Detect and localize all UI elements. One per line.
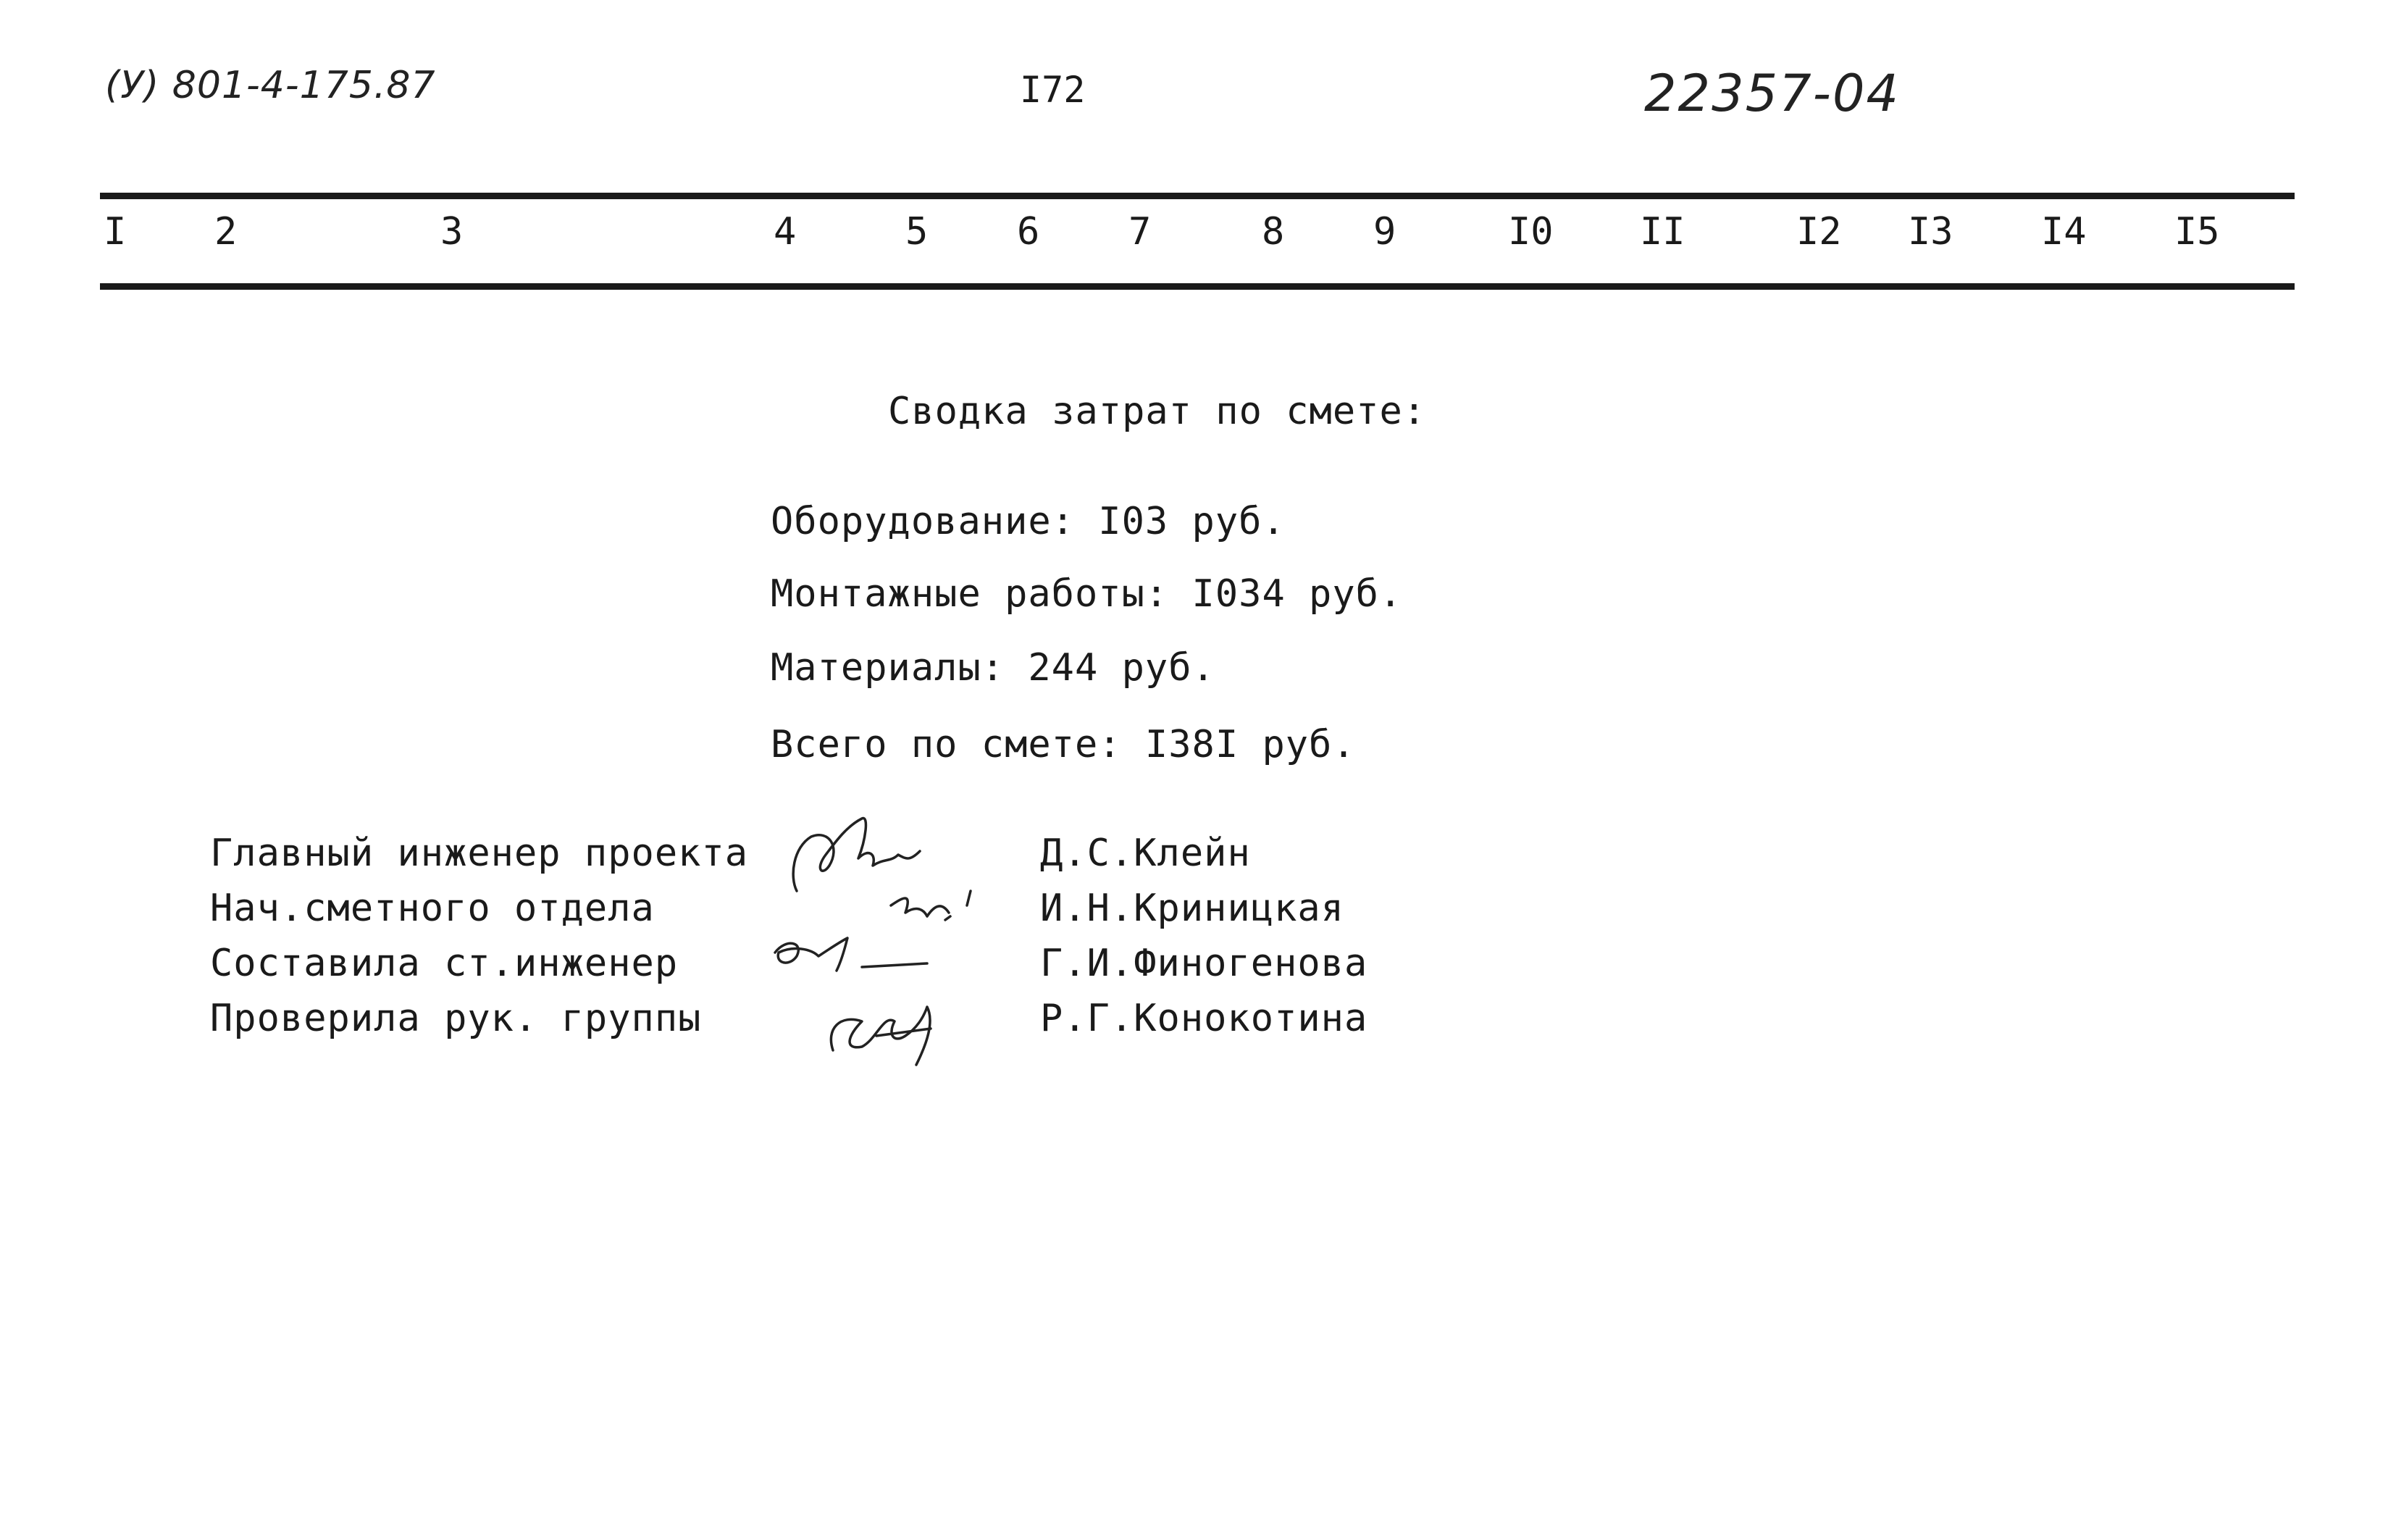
column-number: I0 bbox=[1508, 210, 1554, 254]
table-top-rule bbox=[100, 193, 2295, 199]
signature-konokotina bbox=[831, 1007, 931, 1065]
column-number: 7 bbox=[1128, 210, 1152, 254]
handwritten-signatures bbox=[761, 797, 1036, 1072]
summary-installation: Монтажные работы: I034 руб. bbox=[771, 572, 1403, 616]
summary-equipment: Оборудование: I03 руб. bbox=[771, 500, 1286, 543]
signatory-name: Г.И.Финогенова bbox=[1040, 942, 1368, 985]
column-number: I2 bbox=[1796, 210, 1842, 254]
page-number: I72 bbox=[1020, 69, 1086, 111]
column-number: 4 bbox=[774, 210, 797, 254]
signature-finogenova bbox=[775, 938, 927, 971]
signatory-name: Р.Г.Конокотина bbox=[1040, 997, 1368, 1040]
signature-role: Составила ст.инженер bbox=[210, 942, 679, 985]
column-number: II bbox=[1640, 210, 1685, 254]
signature-role: Проверила рук. группы bbox=[210, 997, 702, 1040]
column-number: I5 bbox=[2174, 210, 2220, 254]
signature-klein bbox=[793, 819, 920, 891]
column-number: 8 bbox=[1262, 210, 1285, 254]
column-number: 2 bbox=[214, 210, 238, 254]
summary-total: Всего по смете: I38I руб. bbox=[771, 723, 1356, 766]
signature-role: Нач.сметного отдела bbox=[210, 887, 655, 930]
summary-materials: Материалы: 244 руб. bbox=[771, 646, 1215, 690]
column-number: 6 bbox=[1017, 210, 1040, 254]
signatory-name: И.Н.Криницкая bbox=[1040, 887, 1344, 930]
summary-title: Сводка затрат по смете: bbox=[888, 390, 1427, 433]
column-number: I3 bbox=[1908, 210, 1953, 254]
column-number: I bbox=[104, 210, 127, 254]
project-code: (У) 801-4-175.87 bbox=[105, 64, 436, 107]
column-number: 3 bbox=[440, 210, 464, 254]
signature-krinitskaya bbox=[891, 891, 971, 920]
document-number: 22357-04 bbox=[1644, 64, 1901, 123]
column-number: 9 bbox=[1373, 210, 1396, 254]
signatory-name: Д.С.Клейн bbox=[1040, 832, 1251, 875]
column-number: I4 bbox=[2041, 210, 2087, 254]
table-bottom-rule bbox=[100, 283, 2295, 290]
column-number: 5 bbox=[905, 210, 929, 254]
signature-role: Главный инженер проекта bbox=[210, 832, 749, 875]
